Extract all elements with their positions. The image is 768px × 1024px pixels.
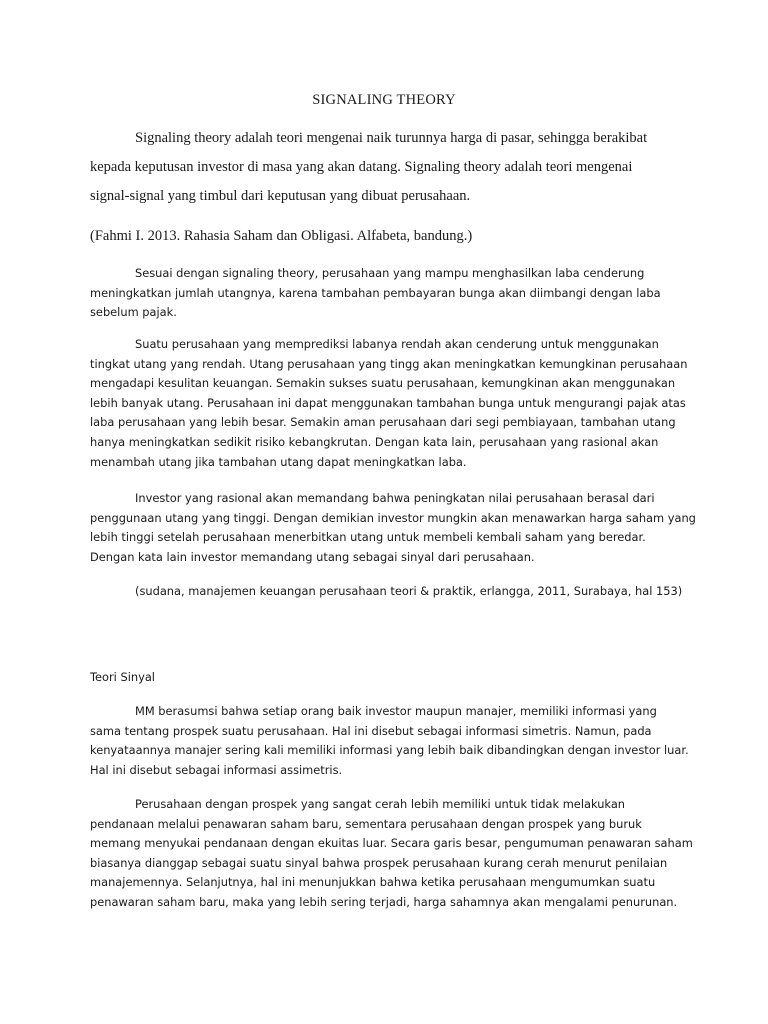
text-line: biasanya dianggap sebagai suatu sinyal bahwa prospek perusahaan kurang cerah menurut penilaian — [90, 855, 668, 870]
paragraph-mm-berasumsi — [90, 702, 690, 780]
text-line: menambah utang jika tambahan utang dapat meningkatkan laba. — [90, 454, 467, 469]
paragraph-suatu-perusahaan — [90, 335, 690, 472]
text-line: MM berasumsi bahwa setiap orang baik investor maupun manajer, memiliki informasi yang — [135, 704, 657, 718]
section-heading-teori-sinyal: Teori Sinyal — [90, 670, 155, 684]
text-line: penawaran saham baru, maka yang lebih sering terjadi, harga sahamnya akan mengalami penurunan. — [90, 894, 678, 909]
text-line: Signaling theory adalah teori mengenai naik turunnya harga di pasar, sehingga berakibat — [135, 130, 648, 146]
text-line: sama tentang prospek suatu perusahaan. Hal ini disebut sebagai informasi simetris. Namun, pada — [90, 723, 652, 738]
citation-sudana — [90, 582, 690, 602]
text-line: mengadapi kesulitan keuangan. Semakin sukses suatu perusahaan, kemungkinan akan menggunakan — [90, 376, 676, 391]
citation-text: (Fahmi I. 2013. Rahasia Saham dan Obligasi. Alfabeta, bandung.) — [90, 228, 473, 244]
text-line: sebelum pajak. — [90, 305, 177, 320]
text-line: kenyataannya manajer sering kali memiliki informasi yang lebih baik dibandingkan dengan investor luar. — [90, 743, 689, 758]
text-line: hanya meningkatkan sedikit risiko kebangkrutan. Dengan kata lain, perusahaan yang rasional akan — [90, 434, 659, 449]
text-line: Suatu perusahaan yang memprediksi labanya rendah akan cenderung untuk menggunakan — [135, 337, 659, 351]
text-line: laba perusahaan yang lebih besar. Semakin aman perusahaan dari segi pembiayaan, tambahan utang — [90, 415, 676, 430]
text-line: penggunaan utang yang tinggi. Dengan demikian investor mungkin akan menawarkan harga saham yang — [90, 510, 696, 525]
text-line: pendanaan melalui penawaran saham baru, sementara perusahaan dengan prospek yang buruk — [90, 816, 642, 831]
citation-fahmi — [90, 222, 690, 251]
document-title: SIGNALING THEORY — [312, 92, 456, 108]
text-line: lebih banyak utang. Perusahaan ini dapat menggunakan tambahan bunga untuk mengurangi pajak atas — [90, 395, 686, 410]
text-line: Hal ini disebut sebagai informasi assimetris. — [90, 762, 343, 777]
text-line: kepada keputusan investor di masa yang akan datang. Signaling theory adalah teori mengenai — [90, 159, 633, 175]
text-line: tingkat utang yang rendah. Utang perusahaan yang tingg akan meningkatkan kemungkinan perusahaan — [90, 356, 688, 371]
text-line: signal-signal yang timbul dari keputusan yang dibuat perusahaan. — [90, 188, 471, 204]
text-line: manajemennya. Selanjutnya, hal ini menunjukkan bahwa ketika perusahaan mengumumkan suatu — [90, 875, 656, 890]
text-line: Sesuai dengan signaling theory, perusahaan yang mampu menghasilkan laba cenderung — [135, 266, 645, 280]
text-line: meningkatkan jumlah utangnya, karena tambahan pembayaran bunga akan diimbangi dengan laba — [90, 285, 661, 300]
paragraph-prospek-cerah — [90, 795, 693, 913]
text-line: Dengan kata lain investor memandang utang sebagai sinyal dari perusahaan. — [90, 549, 535, 564]
paragraph-signaling-definition — [90, 124, 690, 211]
text-line: Perusahaan dengan prospek yang sangat cerah lebih memiliki untuk tidak melakukan — [135, 797, 626, 811]
paragraph-sesuai — [90, 264, 690, 323]
text-line: Investor yang rasional akan memandang bahwa peningkatan nilai perusahaan berasal dari — [135, 491, 655, 505]
paragraph-investor-rasional — [90, 489, 696, 567]
text-line: memang menyukai pendanaan dengan ekuitas luar. Secara garis besar, pengumuman penawaran saham — [90, 836, 693, 851]
citation-text: (sudana, manajemen keuangan perusahaan teori & praktik, erlangga, 2011, Surabaya, hal 153) — [135, 584, 683, 598]
text-line: lebih tinggi setelah perusahaan menerbitkan utang untuk membeli kembali saham yang beredar. — [90, 530, 646, 545]
